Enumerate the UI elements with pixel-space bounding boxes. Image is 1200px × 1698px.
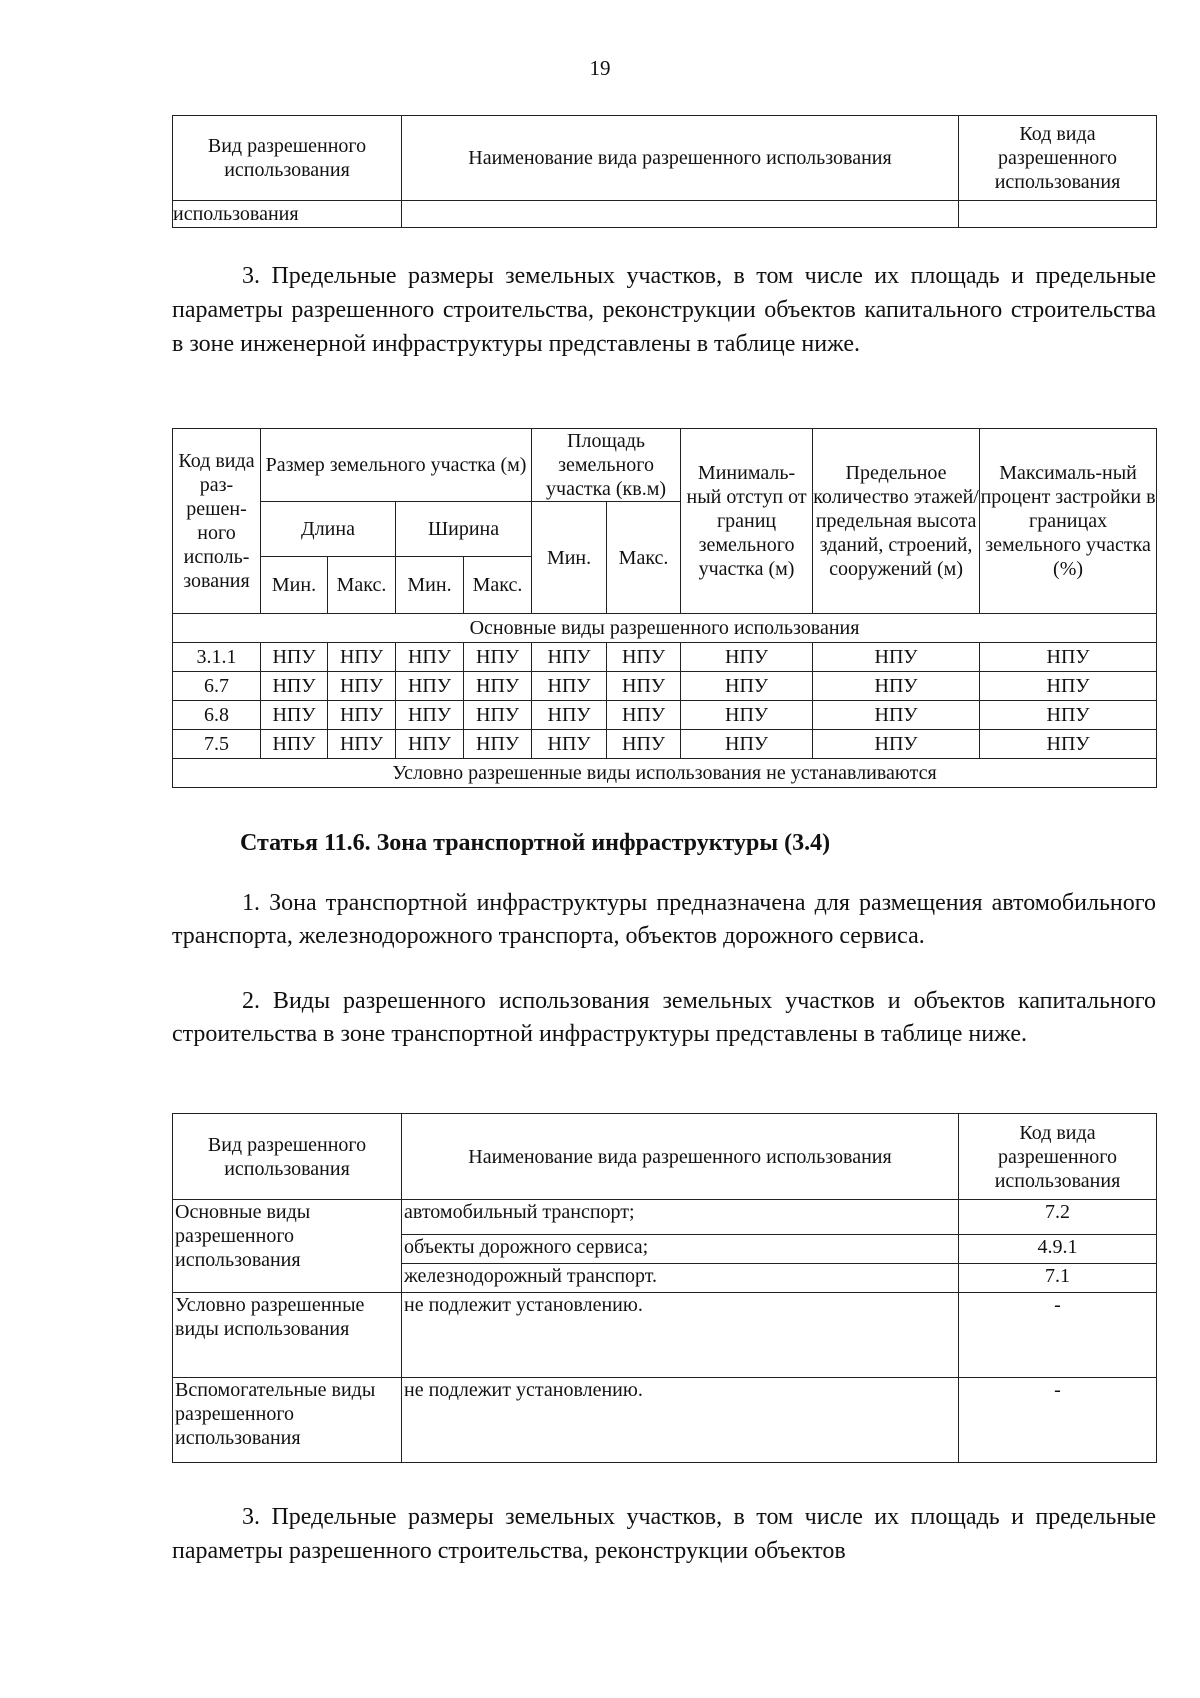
header-use-code: Код вида разрешенного использования xyxy=(959,1114,1157,1200)
table-row xyxy=(173,1378,1157,1463)
use-name: железнодорожный транспорт. xyxy=(402,1264,959,1293)
table-cell: НПУ xyxy=(532,730,607,759)
conditional-uses-label: Условно разрешенные виды использования xyxy=(173,1293,402,1378)
auxiliary-uses-label: Вспомогательные виды разрешенного использования xyxy=(173,1378,402,1463)
table-cell: НПУ xyxy=(396,701,464,730)
table-cell xyxy=(959,201,1157,228)
paragraph-permitted-uses: 2. Виды разрешенного использования земельных участков и объектов капитального строительства в зоне транспортной инфраструктуры представлены в таблице ниже. xyxy=(172,988,1156,1047)
table-cell: НПУ xyxy=(464,672,532,701)
table-cell: 3.1.1 xyxy=(173,643,261,672)
table-cell: НПУ xyxy=(980,730,1157,759)
table-cell: НПУ xyxy=(532,701,607,730)
header-width: Ширина xyxy=(396,502,532,557)
header-plot-area: Площадь земельного участка (кв.м) xyxy=(532,429,681,502)
section-conditional-uses: Условно разрешенные виды использования не устанавливаются xyxy=(173,759,1157,788)
use-code: 7.2 xyxy=(959,1200,1157,1235)
header-width-min: Мин. xyxy=(396,557,464,614)
header-setback: Минималь-ный отступ от границ земельного участка (м) xyxy=(681,429,813,614)
table-cell: НПУ xyxy=(532,643,607,672)
paragraph-limits-transport: 3. Предельные размеры земельных участков, в том числе их площадь и предельные параметры разрешенного строительства, реконструкции объектов xyxy=(172,1504,1156,1564)
permitted-use-table-continuation xyxy=(172,115,1157,228)
table-cell: НПУ xyxy=(464,701,532,730)
table-cell: НПУ xyxy=(328,643,396,672)
use-name: не подлежит установлению. xyxy=(402,1293,959,1378)
header-length-max: Макс. xyxy=(328,557,396,614)
use-code: 7.1 xyxy=(959,1264,1157,1293)
header-use-name: Наименование вида разрешенного использования xyxy=(402,116,959,201)
table-cell: НПУ xyxy=(607,730,681,759)
table-cell: НПУ xyxy=(532,672,607,701)
table-cell: НПУ xyxy=(813,701,980,730)
land-plot-parameters-table xyxy=(172,428,1157,788)
table-cell: НПУ xyxy=(396,643,464,672)
header-area-min: Мин. xyxy=(532,502,607,614)
use-name: объекты дорожного сервиса; xyxy=(402,1235,959,1264)
use-name: автомобильный транспорт; xyxy=(402,1200,959,1235)
transport-permitted-use-table xyxy=(172,1113,1157,1463)
table-cell: НПУ xyxy=(813,672,980,701)
table-cell: НПУ xyxy=(328,701,396,730)
use-code: - xyxy=(959,1378,1157,1463)
header-length-min: Мин. xyxy=(261,557,328,614)
table-cell: НПУ xyxy=(607,643,681,672)
table-row xyxy=(173,1200,1157,1235)
table-cell: НПУ xyxy=(681,672,813,701)
paragraph-limits-engineering: 3. Предельные размеры земельных участков, в том числе их площадь и предельные параметры разрешенного строительства, реконструкции объектов капитального строительства в зоне инженерной инфраструктуры представлены в таблице ниже. xyxy=(172,263,1156,357)
table-cell: НПУ xyxy=(681,643,813,672)
table-cell: НПУ xyxy=(328,672,396,701)
header-length: Длина xyxy=(261,502,396,557)
table-cell xyxy=(402,201,959,228)
table-row xyxy=(173,201,1157,228)
table-cell: НПУ xyxy=(396,672,464,701)
table-cell: НПУ xyxy=(980,643,1157,672)
table-cell: НПУ xyxy=(607,701,681,730)
header-width-max: Макс. xyxy=(464,557,532,614)
table-cell: НПУ xyxy=(980,701,1157,730)
table-cell: 7.5 xyxy=(173,730,261,759)
paragraph-zone-purpose: 1. Зона транспортной инфраструктуры предназначена для размещения автомобильного транспорта, железнодорожного транспорта, объектов дорожного сервиса. xyxy=(172,890,1156,949)
header-use-name: Наименование вида разрешенного использования xyxy=(402,1114,959,1200)
page-number: 19 xyxy=(589,56,611,80)
table-cell: НПУ xyxy=(681,730,813,759)
table-cell: НПУ xyxy=(261,643,328,672)
table-cell: НПУ xyxy=(980,672,1157,701)
use-name: не подлежит установлению. xyxy=(402,1378,959,1463)
use-code: 4.9.1 xyxy=(959,1235,1157,1264)
header-use-type: Вид разрешенного использования xyxy=(173,1114,402,1200)
header-area-max: Макс. xyxy=(607,502,681,614)
table-row xyxy=(173,730,1157,759)
header-plot-size: Размер земельного участка (м) xyxy=(261,429,532,502)
table-row xyxy=(173,643,1157,672)
header-coverage-percent: Максималь-ный процент застройки в границах земельного участка (%) xyxy=(980,429,1157,614)
table-cell: НПУ xyxy=(261,701,328,730)
table-cell: НПУ xyxy=(261,672,328,701)
table-cell: НПУ xyxy=(813,730,980,759)
table-cell: НПУ xyxy=(396,730,464,759)
table-cell: НПУ xyxy=(607,672,681,701)
table-cell: НПУ xyxy=(681,701,813,730)
header-floors: Предельное количество этажей/ предельная высота зданий, строений, сооружений (м) xyxy=(813,429,980,614)
table-cell: использования xyxy=(173,201,402,228)
table-cell: НПУ xyxy=(464,643,532,672)
header-code: Код вида раз-решен-ного исполь-зования xyxy=(173,429,261,614)
main-uses-label: Основные виды разрешенного использования xyxy=(173,1200,402,1293)
section-main-uses: Основные виды разрешенного использования xyxy=(173,614,1157,643)
table-cell: НПУ xyxy=(261,730,328,759)
table-cell: 6.8 xyxy=(173,701,261,730)
header-use-code: Код вида разрешенного использования xyxy=(959,116,1157,201)
table-cell: НПУ xyxy=(464,730,532,759)
article-heading: Статья 11.6. Зона транспортной инфраструктуры (3.4) xyxy=(240,830,831,856)
table-row xyxy=(173,672,1157,701)
table-cell: НПУ xyxy=(328,730,396,759)
table-row xyxy=(173,1293,1157,1378)
header-use-type: Вид разрешенного использования xyxy=(173,116,402,201)
use-code: - xyxy=(959,1293,1157,1378)
table-cell: НПУ xyxy=(813,643,980,672)
table-row xyxy=(173,701,1157,730)
table-cell: 6.7 xyxy=(173,672,261,701)
